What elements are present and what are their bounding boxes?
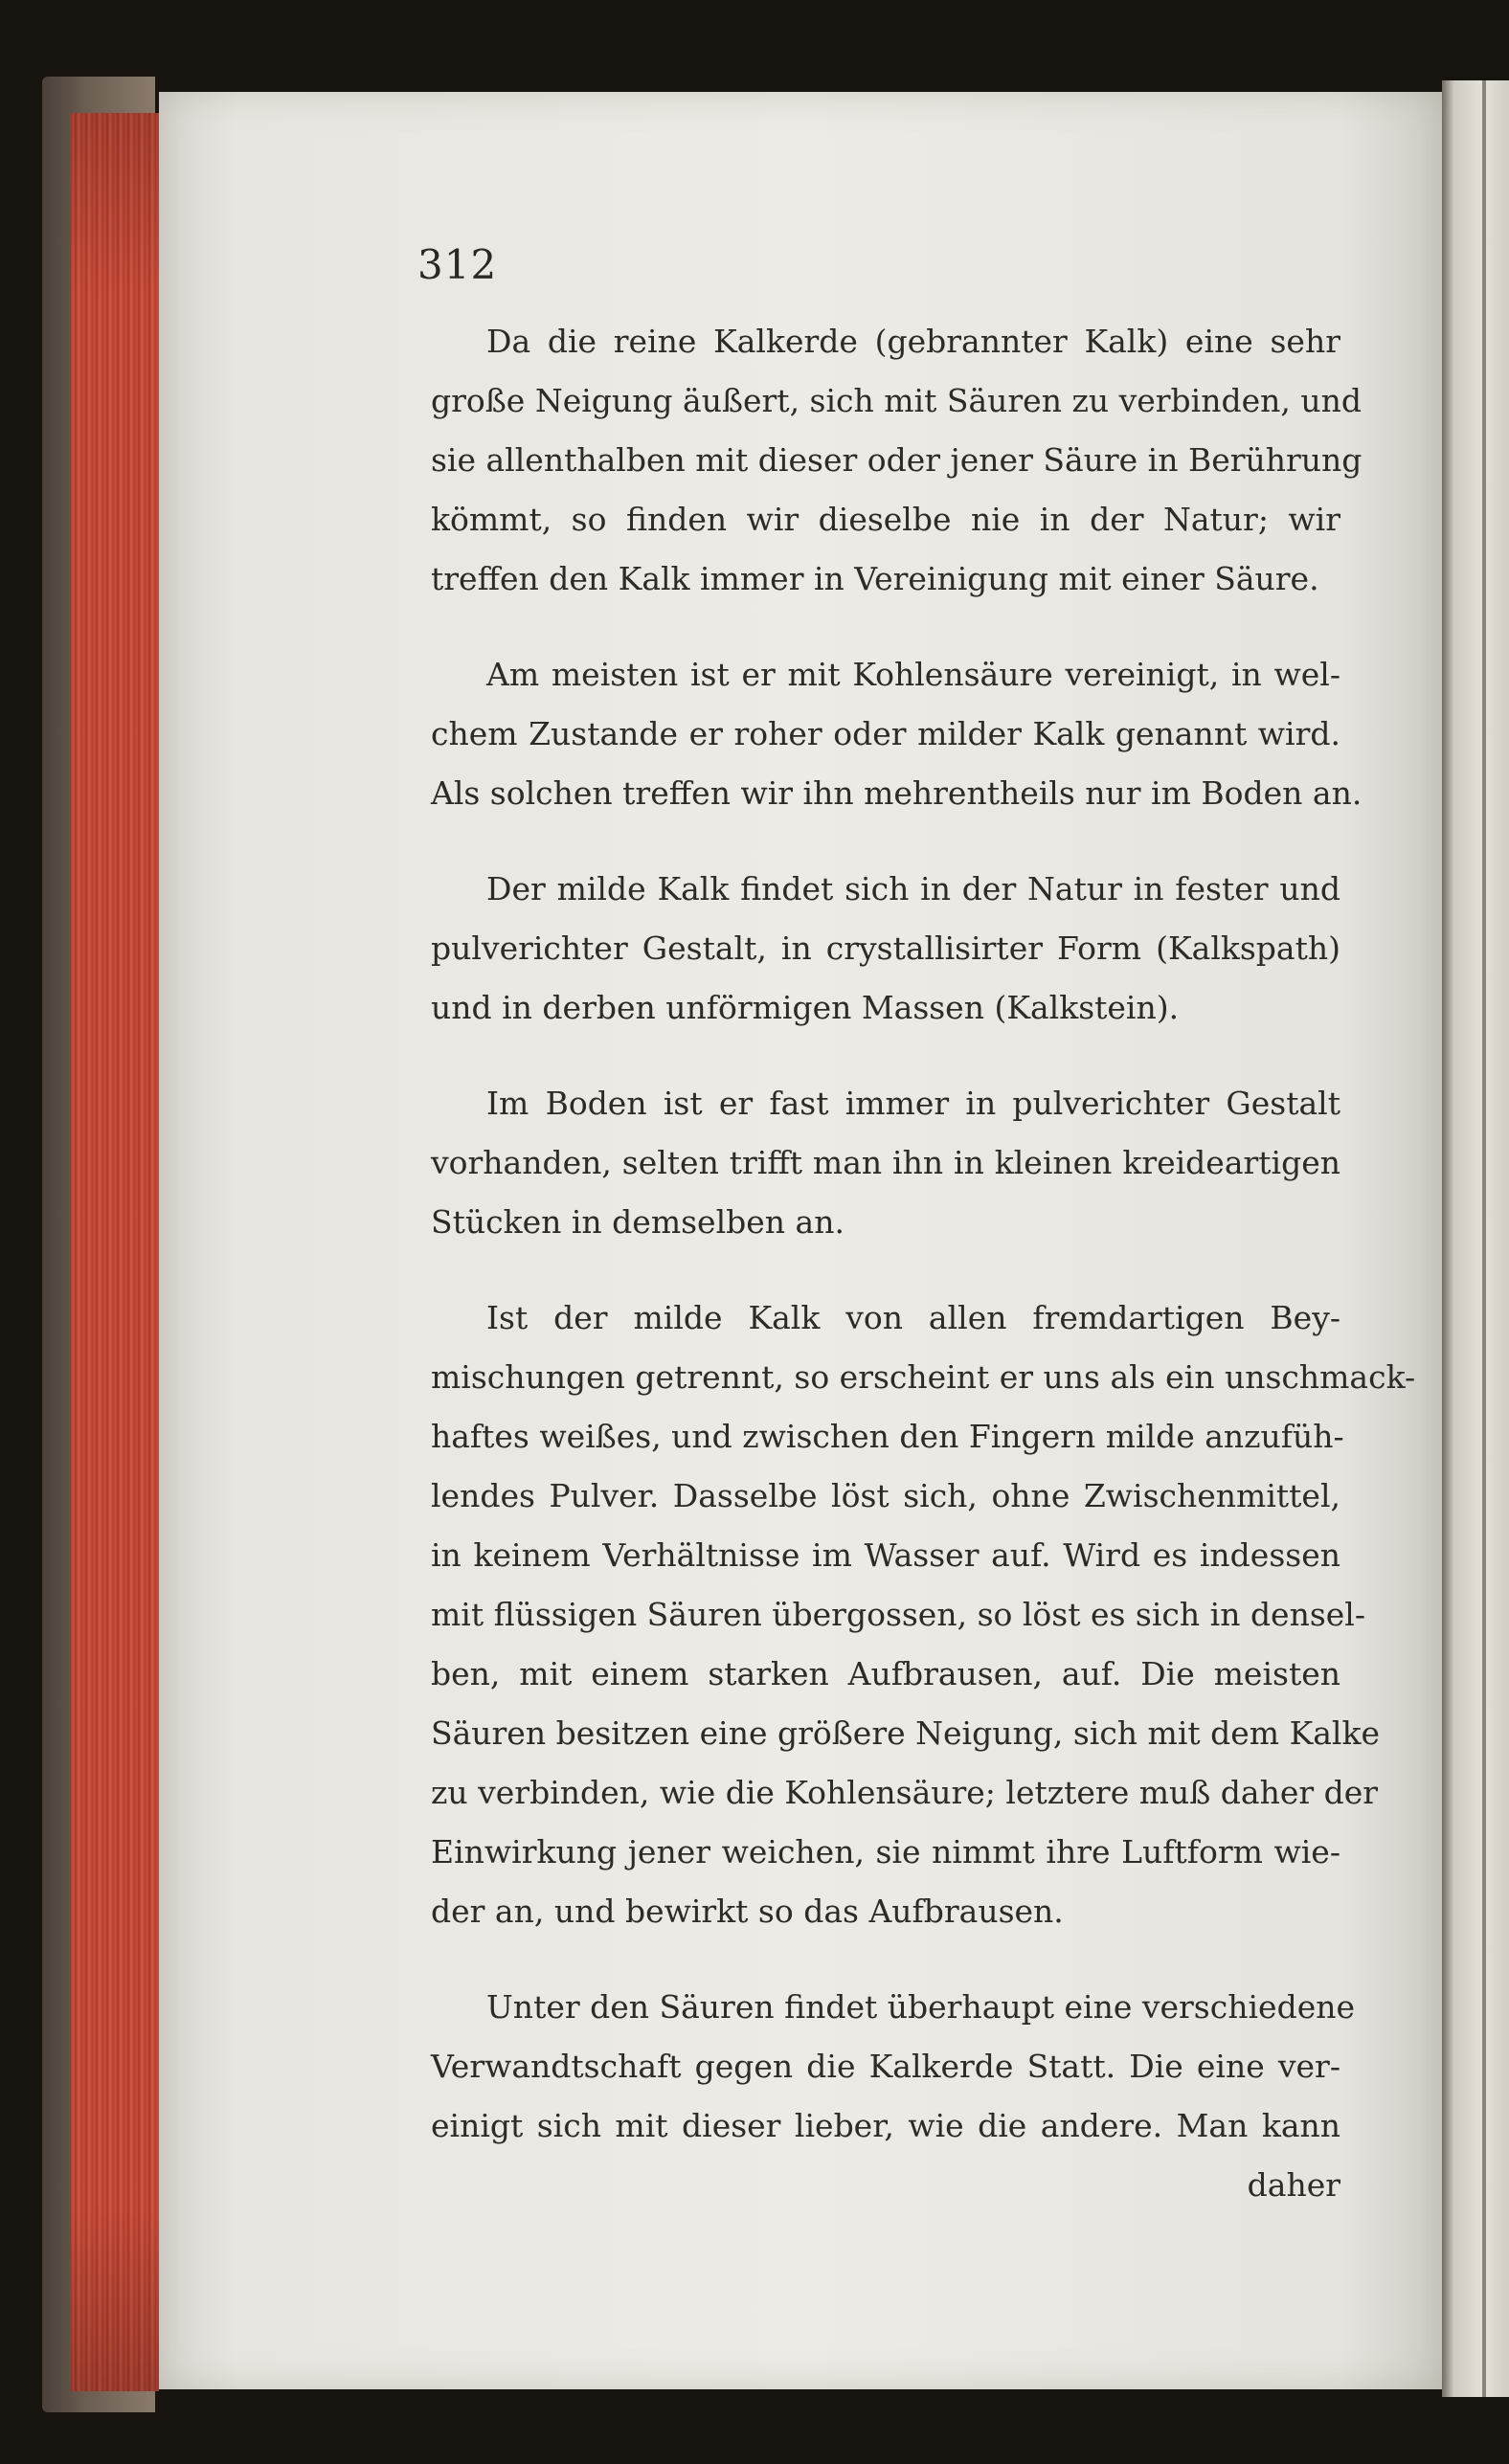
text-line: Am meisten ist er mit Kohlensäure vereinigt, in wel-: [486, 656, 1340, 693]
text-line: sie allenthalben mit dieser oder jener Säure in Berührung: [431, 441, 1363, 479]
text-line: der an, und bewirkt so das Aufbrausen.: [431, 1893, 1064, 1930]
text-line: Als solchen treffen wir ihn mehrentheils nur im Boden an.: [431, 774, 1363, 812]
text-line: chem Zustande er roher oder milder Kalk genannt wird.: [431, 715, 1340, 752]
paragraph-3: [431, 860, 1340, 1038]
paragraph-4: [431, 1074, 1340, 1252]
text-line: vorhanden, selten trifft man ihn in kleinen kreideartigen: [431, 1144, 1340, 1181]
text-line: in keinem Verhältnisse im Wasser auf. Wird es indessen: [431, 1536, 1340, 1574]
text-line: treffen den Kalk immer in Vereinigung mit einer Säure.: [431, 560, 1319, 597]
text-line: pulverichter Gestalt, in crystallisirter Form (Kalkspath): [431, 930, 1340, 967]
text-line: lendes Pulver. Dasselbe löst sich, ohne Zwischenmittel,: [431, 1477, 1340, 1514]
text-line: und in derben unförmigen Massen (Kalkstein).: [431, 989, 1180, 1026]
text-line: Säuren besitzen eine größere Neigung, sich mit dem Kalke: [431, 1714, 1380, 1752]
text-line: zu verbinden, wie die Kohlensäure; letztere muß daher der: [431, 1774, 1379, 1811]
text-line: Verwandtschaft gegen die Kalkerde Statt. Die eine ver-: [431, 2048, 1340, 2085]
text-line: Der milde Kalk findet sich in der Natur in fester und: [486, 870, 1340, 907]
text-line: mischungen getrennt, so erscheint er uns als ein unschmack-: [431, 1358, 1416, 1396]
text-line: große Neigung äußert, sich mit Säuren zu verbinden, und: [431, 382, 1362, 419]
facing-page-edge: [1442, 80, 1509, 2397]
text-line: Einwirkung jener weichen, sie nimmt ihre Luftform wie-: [431, 1833, 1340, 1870]
text-line: kömmt, so finden wir dieselbe nie in der Natur; wir: [431, 501, 1340, 538]
red-page-edges: [71, 113, 159, 2391]
page-gutter: [1482, 80, 1486, 2397]
text-line: Ist der milde Kalk von allen fremdartigen Bey-: [486, 1299, 1340, 1336]
text-line: Im Boden ist er fast immer in pulverichter Gestalt: [486, 1085, 1340, 1122]
text-line: Stücken in demselben an.: [431, 1203, 845, 1241]
paragraph-1: [431, 312, 1363, 609]
body-text: [431, 312, 1416, 2215]
page-number: 312: [417, 241, 498, 288]
text-line: Da die reine Kalkerde (gebrannter Kalk) eine sehr: [486, 323, 1340, 360]
text-line: mit flüssigen Säuren übergossen, so löst es sich in densel-: [431, 1596, 1366, 1633]
text-line: Unter den Säuren findet überhaupt eine verschiedene: [486, 1988, 1356, 2026]
paragraph-2: [431, 645, 1363, 823]
paragraph-5: [431, 1288, 1416, 1941]
catchword: daher: [1247, 2166, 1340, 2204]
text-line: einigt sich mit dieser lieber, wie die andere. Man kann: [431, 2107, 1340, 2144]
paragraph-6: [431, 1978, 1356, 2215]
text-line: haftes weißes, und zwischen den Fingern milde anzufüh-: [431, 1418, 1344, 1455]
text-line: ben, mit einem starken Aufbrausen, auf. Die meisten: [431, 1655, 1340, 1692]
